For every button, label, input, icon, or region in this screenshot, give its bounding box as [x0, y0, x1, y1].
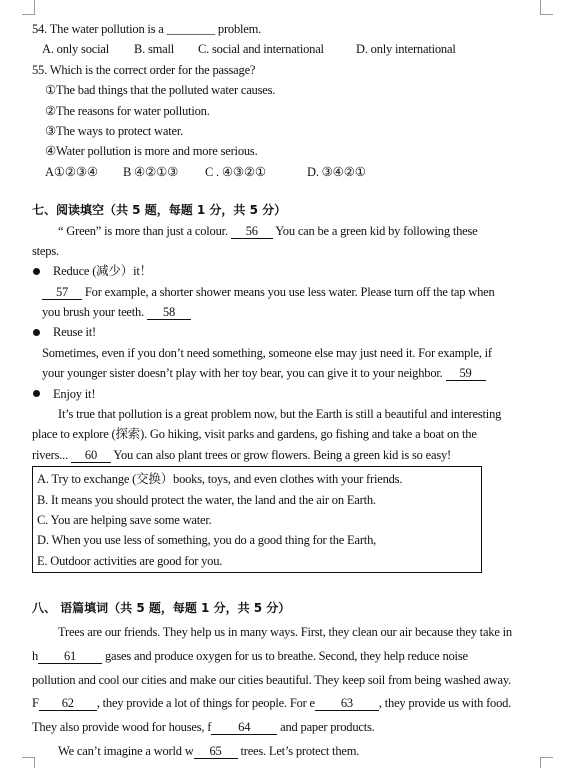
para-reuse-line-1: Sometimes, even if you don’t need something, someone else may just need it. For example, if: [42, 345, 492, 360]
blank-64: 64: [211, 720, 277, 735]
text: We can’t imagine a world w: [58, 743, 194, 758]
blank-59: 59: [446, 366, 486, 381]
section8-line-3: pollution and cool our cities and make our cities beautiful. They keep soil from being washed away.: [32, 672, 512, 687]
para-enjoy-line-3: [32, 445, 542, 465]
q54-options: [32, 39, 542, 59]
text: F: [32, 696, 39, 711]
section8: [32, 597, 542, 764]
choice-c: C. You are helping save some water.: [37, 512, 212, 527]
corner-mark-top-left: [22, 0, 35, 15]
intro-text-cont: You can be a green kid by following these: [272, 223, 478, 238]
bullet-dot-icon: [33, 390, 40, 397]
q55-statement-2: ②The reasons for water pollution.: [45, 103, 210, 118]
section7-intro-line-1: [32, 221, 542, 241]
para-reduce-text: For example, a shorter shower means you use less water. Please turn off the tap when: [82, 284, 495, 299]
q55-statement-4: ④Water pollution is more and more serious.: [45, 144, 258, 159]
para-enjoy-line-1: It’s true that pollution is a great problem now, but the Earth is still a beautiful and interesting: [58, 407, 502, 422]
choice-e: E. Outdoor activities are good for you.: [37, 553, 223, 568]
section8-line-5: [32, 716, 542, 740]
bullet-reduce-label: Reduce (减少）it！: [53, 264, 152, 279]
section8-line-2: [32, 645, 542, 669]
para-reuse-line-2: [32, 363, 542, 383]
para-enjoy-line-2: place to explore (探索). Go hiking, visit parks and gardens, go fishing and take a boat on the: [32, 427, 477, 442]
q55-option-d: D. ③④②①: [307, 164, 366, 179]
corner-mark-top-right: [540, 0, 553, 15]
section8-line-4: [32, 692, 542, 716]
blank-58: 58: [147, 305, 191, 320]
q54-stem: 54. The water pollution is a ________ problem.: [32, 22, 262, 36]
text: , they provide a lot of things for people. For e: [96, 696, 315, 711]
section7-heading: 七、阅读填空（共 5 题，每题 1 分，共 5 分）: [32, 203, 287, 218]
blank-65: 65: [194, 744, 238, 759]
q55-option-c: C . ④③②①: [205, 164, 266, 179]
section8-line-1: Trees are our friends. They help us in many ways. First, they clean our air because they take in: [58, 624, 512, 639]
para-reduce-line-1: [32, 282, 542, 302]
para-enjoy-text-2: You can also plant trees or grow flowers. Being a green kid is so easy!: [110, 447, 452, 462]
blank-57: 57: [42, 285, 82, 300]
bullet-reuse: [32, 322, 542, 342]
blank-60: 60: [71, 448, 111, 463]
text: h: [32, 648, 39, 663]
bullet-enjoy-label: Enjoy it!: [53, 386, 96, 401]
section7-intro-line-2: steps.: [32, 243, 59, 258]
para-enjoy-text: rivers...: [32, 447, 71, 462]
q54-option-b: B. small: [134, 42, 175, 57]
q54-option-c: C. social and international: [198, 42, 324, 57]
q55-option-b: B ④②①③: [123, 164, 179, 179]
q55-options: [32, 162, 542, 182]
text: gases and produce oxygen for us to breathe. Second, they help reduce noise: [102, 648, 468, 663]
para-reduce-line-2: [32, 302, 542, 322]
blank-62: 62: [39, 696, 97, 711]
bullet-enjoy: [32, 384, 542, 404]
choice-a: A. Try to exchange (交换）books, toys, and even clothes with your friends.: [37, 472, 403, 487]
text: They also provide wood for houses, f: [32, 720, 212, 735]
text: trees. Let’s protect them.: [237, 743, 360, 758]
intro-text: “ Green” is more than just a colour.: [58, 223, 231, 238]
bullet-reduce: [32, 261, 542, 281]
choice-b: B. It means you should protect the water, the land and the air on Earth.: [37, 492, 376, 507]
bullet-reuse-label: Reuse it!: [53, 325, 96, 340]
para-reuse-text: your younger sister doesn’t play with her toy bear, you can give it to your neighbor.: [42, 366, 446, 381]
q55-statement-1: ①The bad things that the polluted water causes.: [45, 83, 276, 98]
q55-statement-3: ③The ways to protect water.: [45, 123, 184, 138]
blank-56: 56: [231, 224, 273, 239]
bullet-dot-icon: [33, 329, 40, 336]
answer-choices-box: [32, 466, 482, 573]
text: and paper products.: [277, 720, 375, 735]
q55-option-a: A①②③④: [45, 164, 98, 179]
q55-stem: 55. Which is the correct order for the passage?: [32, 62, 256, 77]
section8-line-6: [32, 740, 542, 764]
document-page: [32, 19, 542, 764]
bullet-dot-icon: [33, 268, 40, 275]
q54-option-d: D. only international: [356, 42, 456, 57]
choice-d: D. When you use less of something, you do a good thing for the Earth,: [37, 533, 377, 548]
para-reduce-text-2: you brush your teeth.: [42, 305, 147, 320]
blank-63: 63: [315, 696, 379, 711]
blank-61: 61: [38, 649, 102, 664]
text: , they provide us with food.: [378, 696, 512, 711]
q54-option-a: A. only social: [42, 42, 109, 57]
section8-heading: 八、 语篇填词（共 5 题，每题 1 分，共 5 分）: [32, 601, 291, 616]
